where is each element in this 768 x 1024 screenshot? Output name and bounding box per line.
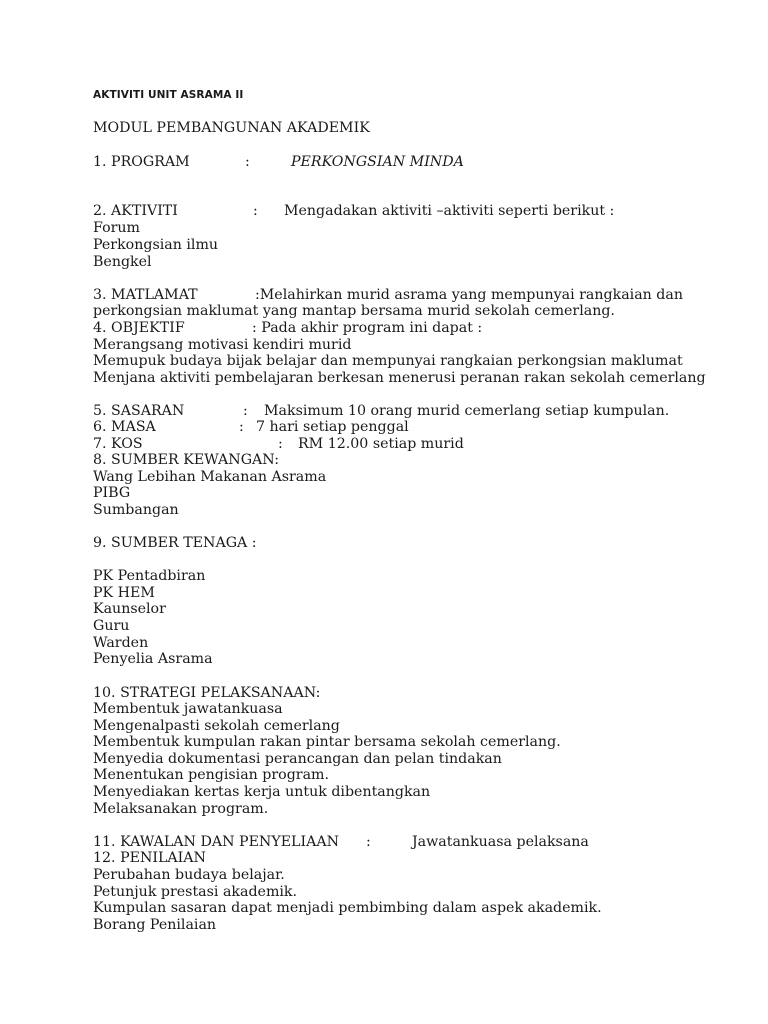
program-value: PERKONGSIAN MINDA [291, 154, 464, 170]
objektif-value: : Pada akhir program ini dapat : [252, 320, 483, 336]
strategi-label: 10. STRATEGI PELAKSANAAN: [93, 685, 321, 701]
strategi-item: Melaksanakan program. [93, 801, 269, 817]
sumber-tenaga-item: PK HEM [93, 585, 155, 601]
aktiviti-item: Forum [93, 220, 140, 236]
penilaian-item: Petunjuk prestasi akademik. [93, 884, 298, 900]
objektif-item: Merangsang motivasi kendiri murid [93, 337, 352, 353]
sumber-kewangan-item: PIBG [93, 485, 131, 501]
sumber-tenaga-item: Warden [93, 635, 149, 651]
penilaian-item: Borang Penilaian [93, 917, 217, 933]
aktiviti-label: 2. AKTIVITI [93, 203, 178, 219]
strategi-item: Membentuk jawatankuasa [93, 701, 283, 717]
modul-title: MODUL PEMBANGUNAN AKADEMIK [93, 120, 370, 136]
aktiviti-item: Bengkel [93, 254, 152, 270]
objektif-item: Menjana aktiviti pembelajaran berkesan menerusi peranan rakan sekolah cemerlang [93, 370, 706, 386]
strategi-item: Menyediakan kertas kerja untuk dibentangkan [93, 784, 431, 800]
sumber-kewangan-item: Sumbangan [93, 502, 179, 518]
sasaran-label: 5. SASARAN [93, 403, 185, 419]
strategi-item: Menentukan pengisian program. [93, 767, 329, 783]
sumber-kewangan-label: 8. SUMBER KEWANGAN: [93, 452, 279, 468]
masa-label: 6. MASA [93, 419, 156, 435]
sumber-tenaga-label: 9. SUMBER TENAGA : [93, 535, 257, 551]
kos-label: 7. KOS [93, 436, 143, 452]
objektif-item: Memupuk budaya bijak belajar dan mempunyai rangkaian perkongsian maklumat [93, 353, 683, 369]
masa-value: 7 hari setiap penggal [256, 419, 409, 435]
strategi-item: Membentuk kumpulan rakan pintar bersama sekolah cemerlang. [93, 734, 561, 750]
aktiviti-colon: : [253, 203, 258, 219]
kos-colon: : [278, 436, 283, 452]
kawalan-value: Jawatankuasa pelaksana [412, 834, 589, 850]
sumber-kewangan-item: Wang Lebihan Makanan Asrama [93, 469, 327, 485]
document-header: AKTIVITI UNIT ASRAMA II [93, 89, 244, 101]
masa-colon: : [239, 419, 244, 435]
sumber-tenaga-item: PK Pentadbiran [93, 568, 206, 584]
matlamat-label: 3. MATLAMAT [93, 287, 198, 303]
sumber-tenaga-item: Guru [93, 618, 130, 634]
kawalan-colon: : [366, 834, 371, 850]
penilaian-label: 12. PENILAIAN [93, 850, 206, 866]
program-colon: : [245, 154, 250, 170]
sumber-tenaga-item: Penyelia Asrama [93, 651, 213, 667]
strategi-item: Menyedia dokumentasi perancangan dan pelan tindakan [93, 751, 502, 767]
program-label: 1. PROGRAM [93, 154, 190, 170]
penilaian-item: Kumpulan sasaran dapat menjadi pembimbing dalam aspek akademik. [93, 900, 602, 916]
strategi-item: Mengenalpasti sekolah cemerlang [93, 718, 340, 734]
matlamat-line2: perkongsian maklumat yang mantap bersama murid sekolah cemerlang. [93, 303, 615, 319]
penilaian-item: Perubahan budaya belajar. [93, 867, 285, 883]
kos-value: RM 12.00 setiap murid [298, 436, 464, 452]
objektif-label: 4. OBJEKTIF [93, 320, 185, 336]
sasaran-colon: : [243, 403, 248, 419]
kawalan-label: 11. KAWALAN DAN PENYELIAAN [93, 834, 339, 850]
aktiviti-item: Perkongsian ilmu [93, 237, 219, 253]
aktiviti-value: Mengadakan aktiviti –aktiviti seperti berikut : [284, 203, 615, 219]
sasaran-value: Maksimum 10 orang murid cemerlang setiap kumpulan. [264, 403, 670, 419]
matlamat-value: :Melahirkan murid asrama yang mempunyai rangkaian dan [255, 287, 683, 303]
sumber-tenaga-item: Kaunselor [93, 601, 166, 617]
